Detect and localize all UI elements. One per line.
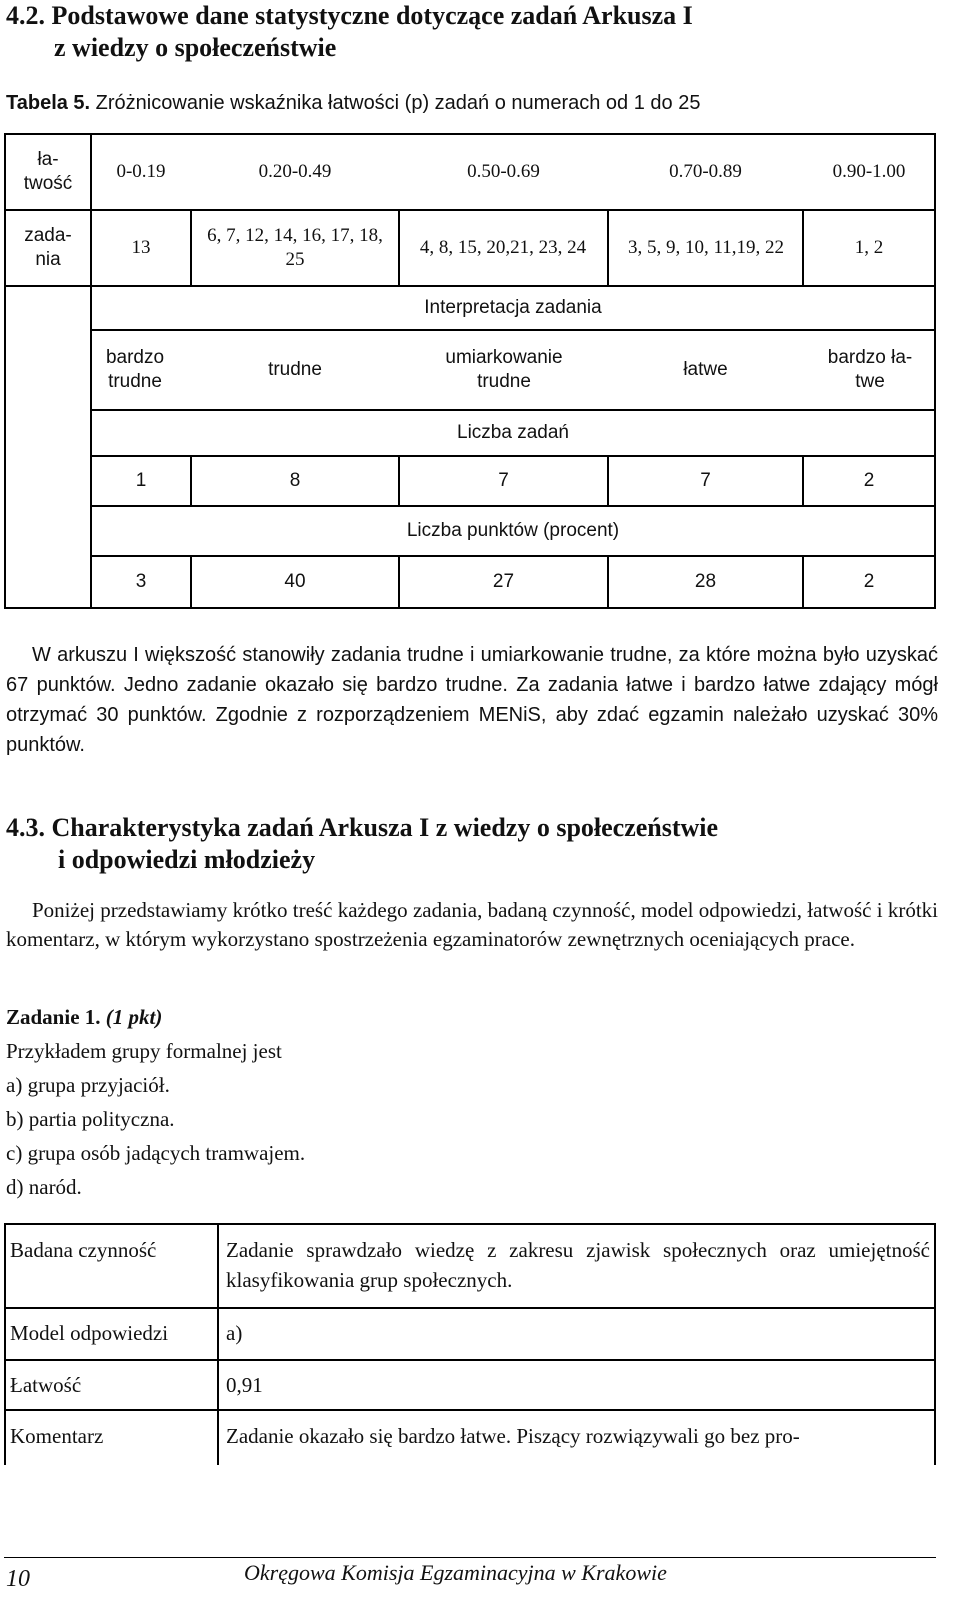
- interpretation-cell: łatwe: [683, 359, 728, 380]
- tasks-cell: 4, 8, 15, 20,21, 23, 24: [419, 237, 587, 258]
- detail-label: Łatwość: [10, 1373, 82, 1397]
- section-2-title: [6, 812, 718, 876]
- range-cell: 0-0.19: [116, 161, 166, 182]
- row-label-latwosc-line-1: ła-: [37, 149, 59, 170]
- range-cell: 0.20-0.49: [258, 161, 332, 182]
- task-count-header: Liczba zadań: [457, 422, 569, 443]
- detail-label: Badana czynność: [10, 1238, 157, 1262]
- tasks-cell: 3, 5, 9, 10, 11,19, 22: [627, 237, 785, 258]
- detail-value: a): [226, 1321, 243, 1345]
- task-count-cell: 1: [135, 470, 147, 491]
- task-1-points: (1 pkt): [105, 1005, 163, 1029]
- points-cell: 28: [694, 571, 717, 592]
- interpretation-cell: umiarkowanie trudne: [445, 347, 563, 392]
- row-label-latwosc-line-2: twość: [23, 173, 73, 194]
- difficulty-table: [0, 0, 960, 640]
- detail-value: Zadanie okazało się bardzo łatwe. Piszący rozwiązywali go bez pro-: [226, 1424, 800, 1448]
- table-caption-label: Tabela 5.: [6, 92, 91, 114]
- task-1-title: Zadanie 1.: [6, 1005, 101, 1029]
- task-1-option: b) partia polityczna.: [6, 1107, 175, 1131]
- tasks-cell: 6, 7, 12, 14, 16, 17, 18, 25: [207, 225, 383, 270]
- footer-publisher: Okręgowa Komisja Egzaminacyjna w Krakowie: [244, 1560, 667, 1585]
- task-1-question: Przykładem grupy formalnej jest: [6, 1039, 282, 1063]
- tasks-cell: 13: [131, 237, 151, 258]
- interpretation-cell: bardzo ła- twe: [827, 347, 913, 392]
- points-header: Liczba punktów (procent): [406, 520, 620, 541]
- task-count-cell: 7: [700, 470, 711, 491]
- range-cell: 0.70-0.89: [669, 161, 742, 182]
- section-2-title-line-2: i odpowiedzi młodzieży: [58, 845, 316, 874]
- row-label-latwosc: [6, 135, 90, 209]
- task-1-heading: [6, 1000, 305, 1034]
- interpretation-cell: trudne: [268, 359, 322, 380]
- detail-label: Model odpowiedzi: [10, 1321, 169, 1345]
- task-1-option: a) grupa przyjaciół.: [6, 1073, 170, 1097]
- footer-divider: [4, 1557, 936, 1558]
- task-count-cell: 7: [498, 470, 509, 491]
- points-cell: 40: [284, 571, 306, 592]
- points-cell: 3: [135, 571, 147, 592]
- task-count-cell: 2: [863, 470, 875, 491]
- page-number: 10: [6, 1566, 30, 1592]
- points-cell: 2: [863, 571, 875, 592]
- table-caption-text: Zróżnicowanie wskaźnika łatwości (p) zadań o numerach od 1 do 25: [90, 92, 701, 114]
- row-label-zadania: [6, 211, 90, 285]
- tasks-cell: 1, 2: [854, 237, 884, 258]
- interpretation-cell: bardzo trudne: [105, 347, 165, 392]
- section-title-line-1: 4.2. Podstawowe dane statystyczne dotyczące zadań Arkusza I: [6, 1, 693, 30]
- summary-paragraph: W arkuszu I większość stanowiły zadania trudne i umiarkowanie trudne, za które można było uzyskać 67 punktów. Jedno zadanie okazało się bardzo trudne. Za zadania łatwe i bardzo łatwe zdający mógł otrzymać 30 punktów. Zgodnie z rozporządzeniem MENiS, aby zdać egzamin należało uzyskać 30% punktów.: [6, 644, 938, 756]
- row-label-zadania-line-1: zada-: [24, 225, 72, 246]
- range-cell: 0.90-1.00: [832, 161, 906, 182]
- task-1-option: d) naród.: [6, 1175, 82, 1199]
- range-cell: 0.50-0.69: [467, 161, 540, 182]
- row-label-zadania-line-2: nia: [35, 249, 61, 270]
- task-1: [6, 1000, 305, 1204]
- detail-value: Zadanie sprawdzało wiedzę z zakresu zjawisk społecznych oraz umiejętność klasyfikowania grup społecznych.: [226, 1238, 930, 1292]
- section-title-line-2: z wiedzy o społeczeństwie: [54, 33, 337, 62]
- task-count-cell: 8: [289, 470, 301, 491]
- task-1-option: c) grupa osób jadących tramwajem.: [6, 1141, 306, 1165]
- interpretation-header: Interpretacja zadania: [424, 297, 602, 318]
- detail-value: 0,91: [226, 1373, 263, 1397]
- detail-label: Komentarz: [10, 1424, 104, 1448]
- intro-paragraph: Poniżej przedstawiamy krótko treść każdego zadania, badaną czynność, model odpowiedzi, łatwość i krótki komentarz, w którym wykorzystano spostrzeżenia egzaminatorów zewnętrznych oceniających prace.: [6, 898, 938, 951]
- points-cell: 27: [492, 571, 515, 592]
- section-2-title-line-1: 4.3. Charakterystyka zadań Arkusza I z wiedzy o społeczeństwie: [6, 813, 719, 842]
